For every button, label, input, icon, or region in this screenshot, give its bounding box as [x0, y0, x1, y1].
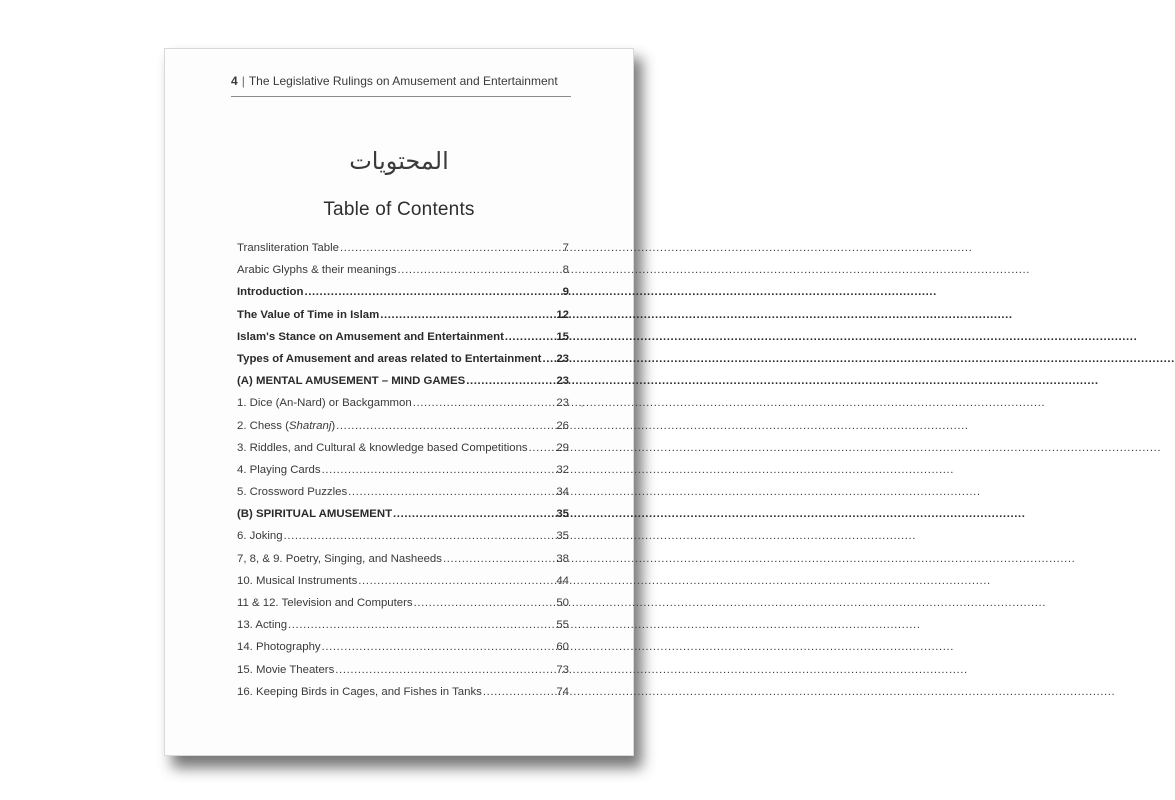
toc-dot-leader [358, 570, 555, 592]
toc-entry-title [237, 459, 321, 481]
toc-entry-title-text: 1. Dice (An-Nard) or Backgammon [237, 397, 412, 410]
toc-dot-leader [340, 237, 562, 259]
toc-entry-title [237, 570, 357, 592]
toc-entry-title [237, 636, 321, 658]
toc-entry [237, 636, 569, 658]
toc-dot-leader [505, 326, 555, 348]
toc-page-number: 23 [556, 375, 569, 388]
toc-entry-title-text: 13. Acting [237, 619, 288, 632]
toc-entry-title-text: Types of Amusement and areas related to Entertainment [237, 352, 542, 365]
toc-entry-title [237, 525, 283, 547]
toc-dot-leader [393, 503, 555, 525]
toc-page-number: 9 [562, 286, 569, 299]
toc-dot-leader [288, 614, 555, 636]
toc-dot-leader [466, 370, 555, 392]
toc-entry [237, 614, 569, 636]
toc-entry-title-italic: Shatranj [288, 419, 332, 432]
toc-entry [237, 392, 569, 414]
toc-entry [237, 259, 569, 281]
toc-entry [237, 237, 569, 259]
toc-dot-leader [529, 437, 556, 459]
toc-dot-leader [284, 525, 556, 547]
toc-entry [237, 548, 569, 570]
toc-entry-title [237, 503, 392, 525]
toc-dot-leader [443, 548, 555, 570]
toc-page-number: 26 [556, 419, 569, 432]
toc-page-number: 74 [556, 685, 569, 698]
toc-dot-leader [304, 281, 561, 303]
toc-dot-leader [483, 681, 555, 703]
toc-page-number: 34 [556, 486, 569, 499]
toc-entry [237, 437, 569, 459]
toc-entry [237, 481, 569, 503]
header-running-title: The Legislative Rulings on Amusement and Entertainment [248, 74, 558, 88]
toc-entry-title-text: 6. Joking [237, 530, 283, 543]
toc-entry-title-text: 15. Movie Theaters [237, 663, 335, 676]
toc-page-number: 35 [556, 530, 569, 543]
toc-entry-title-text: 11 & 12. Television and Computers [237, 597, 413, 609]
toc-entry-title [237, 415, 335, 437]
page-title: Table of Contents [323, 199, 475, 220]
arabic-heading: المحتويات [349, 147, 449, 175]
toc-entry-title [237, 437, 528, 459]
toc-dot-leader [413, 392, 556, 414]
toc-entry-title-text: 16. Keeping Birds in Cages, and Fishes in Tanks [237, 685, 482, 698]
toc-entry [237, 592, 569, 614]
toc-page-number: 29 [556, 441, 569, 454]
toc-dot-leader [322, 636, 556, 658]
toc-entry [237, 415, 569, 437]
toc-entry-title [237, 237, 339, 259]
toc-entry-title [237, 548, 442, 570]
toc-dot-leader [335, 659, 555, 681]
toc-entry-title [237, 592, 413, 614]
toc-dot-leader [398, 259, 562, 281]
toc-entry [237, 459, 569, 481]
toc-entry-title [237, 348, 541, 370]
toc-page-number: 44 [556, 574, 569, 587]
toc-page-number: 73 [556, 663, 569, 676]
toc-entry-title [237, 370, 465, 392]
toc-entry-title-text: 7, 8, & 9. Poetry, Singing, and Nasheeds [237, 552, 442, 565]
toc-entry-title-text: The Value of Time in Islam [237, 308, 380, 321]
toc-page-number: 32 [556, 463, 569, 476]
toc-entry-title [237, 614, 287, 636]
running-header [231, 74, 571, 88]
toc-dot-leader [380, 304, 555, 326]
toc-page-number: 35 [556, 508, 569, 521]
toc-page-number: 7 [562, 242, 569, 254]
toc-entry-title-text: Transliteration Table [237, 242, 339, 254]
toc-entry-title [237, 259, 397, 281]
toc-page-number: 12 [556, 308, 569, 321]
toc-entry-title-text: Introduction [237, 286, 304, 299]
toc-entry-title [237, 481, 347, 503]
toc-dot-leader [348, 481, 555, 503]
header-separator: | [241, 74, 245, 88]
toc-page-number: 38 [556, 552, 569, 565]
toc-page-number: 15 [556, 330, 569, 343]
toc-entry [237, 659, 569, 681]
toc-entry [237, 570, 569, 592]
toc-entry [237, 503, 569, 525]
toc-entry [237, 681, 569, 703]
toc-dot-leader [542, 348, 555, 370]
toc-entry-title [237, 392, 412, 414]
toc-page-number: 60 [556, 641, 569, 654]
toc-entry-title-text: 2. Chess ( [237, 419, 289, 432]
toc-entry [237, 281, 569, 303]
toc-entry-title-text: 3. Riddles, and Cultural & knowledge based Competitions [237, 441, 528, 454]
toc-entry-title [237, 326, 504, 348]
toc-entry [237, 304, 569, 326]
toc-page-number: 55 [556, 619, 569, 632]
toc-entry-title [237, 681, 482, 703]
toc-dot-leader [322, 459, 556, 481]
paper-speck [581, 405, 583, 407]
toc-entry-title-text: Islam's Stance on Amusement and Entertainment [237, 330, 504, 343]
table-of-contents [237, 237, 569, 703]
toc-entry-title-suffix: ) [331, 419, 336, 432]
toc-entry-title [237, 304, 379, 326]
toc-page-number: 50 [556, 597, 569, 609]
toc-dot-leader [414, 592, 556, 614]
toc-entry-title-text: 10. Musical Instruments [237, 574, 358, 587]
toc-entry-title [237, 281, 303, 303]
toc-entry-title-text: 4. Playing Cards [237, 463, 321, 476]
toc-entry [237, 348, 569, 370]
toc-entry-title-text: (A) MENTAL AMUSEMENT – MIND GAMES [237, 375, 466, 388]
toc-entry-title-text: (B) SPIRITUAL AMUSEMENT [237, 508, 393, 521]
header-page-number: 4 [231, 74, 238, 88]
toc-entry-title-text: 14. Photography [237, 641, 321, 654]
toc-entry-title-text: 5. Crossword Puzzles [237, 486, 348, 499]
toc-entry-title-text: Arabic Glyphs & their meanings [237, 264, 397, 277]
toc-entry-title [237, 659, 334, 681]
toc-page-number: 23 [556, 352, 569, 365]
toc-entry [237, 326, 569, 348]
header-rule [231, 96, 571, 97]
toc-page-number: 23 [556, 397, 569, 410]
toc-page-number: 8 [562, 264, 569, 277]
toc-entry [237, 525, 569, 547]
toc-dot-leader [336, 415, 555, 437]
book-page [164, 48, 634, 756]
toc-entry [237, 370, 569, 392]
